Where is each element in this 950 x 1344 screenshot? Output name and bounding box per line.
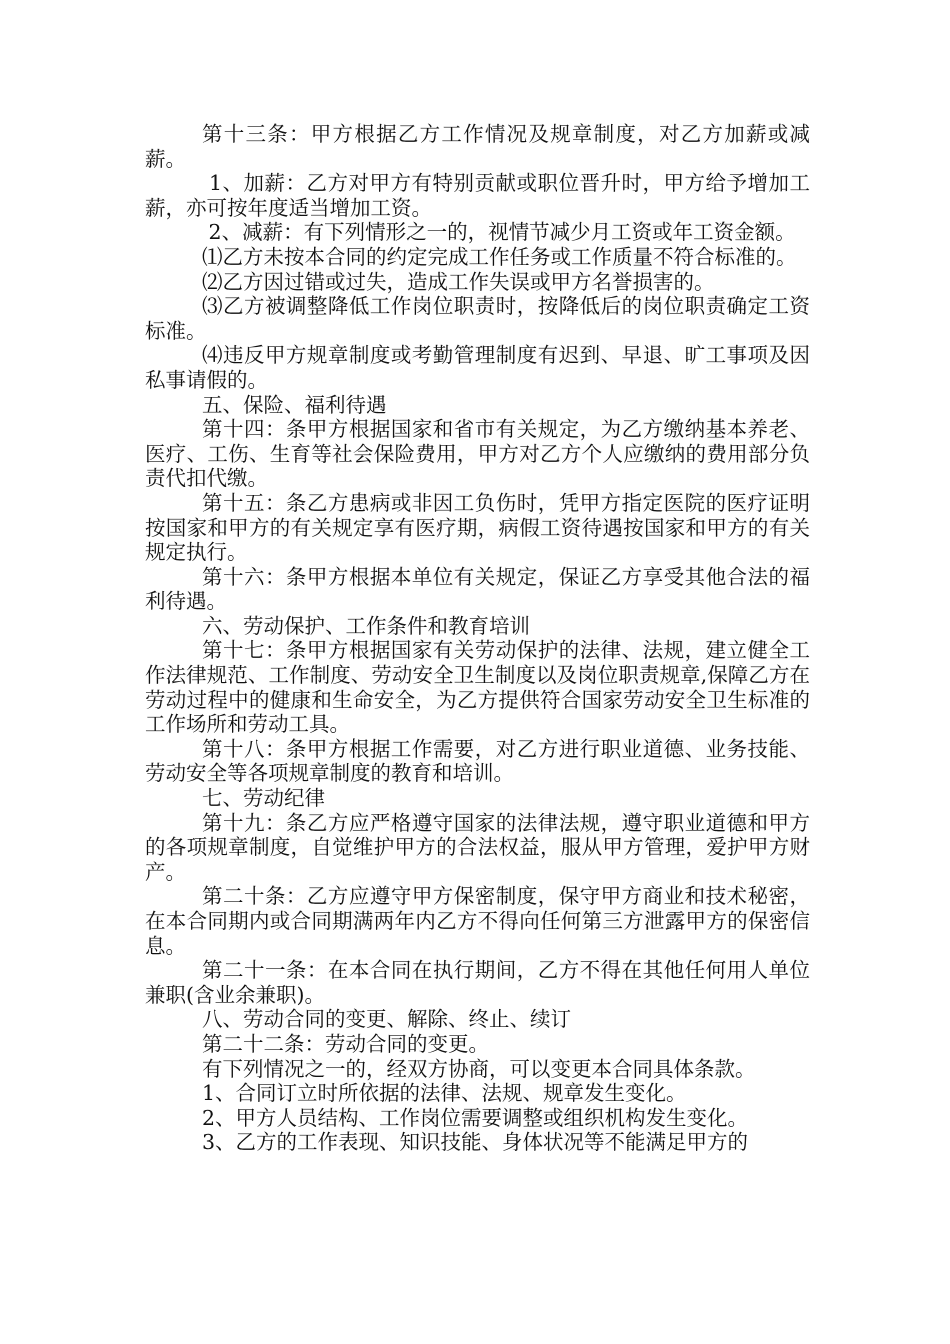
paragraph-reduce-item-2: ⑵乙方因过错或过失，造成工作失误或甲方名誉损害的。	[202, 269, 715, 294]
paragraph-article-14: 第十四：条甲方根据国家和省市有关规定，为乙方缴纳基本养老、医疗、工伤、生育等社会保险费用，甲方对乙方个人应缴纳的费用部分负责代扣代缴。	[145, 417, 810, 491]
paragraph-article-16: 第十六：条甲方根据本单位有关规定，保证乙方享受其他合法的福利待遇。	[145, 564, 810, 614]
section-heading-discipline: 七、劳动纪律	[202, 786, 325, 811]
paragraph-article-13: 第十三条：甲方根据乙方工作情况及规章制度，对乙方加薪或减薪。	[145, 122, 810, 171]
paragraph-change-item-2: 2、甲方人员结构、工作岗位需要调整或组织机构发生变化。	[202, 1105, 749, 1130]
paragraph-article-18: 第十八：条甲方根据工作需要，对乙方进行职业道德、业务技能、劳动安全等各项规章制度的教育和培训。	[145, 736, 810, 786]
paragraph-reduce-item-3: ⑶乙方被调整降低工作岗位职责时，按降低后的岗位职责确定工资标准。	[145, 294, 810, 343]
section-heading-protection: 六、劳动保护、工作条件和教育培训	[202, 613, 530, 638]
paragraph-article-21: 第二十一条：在本合同在执行期间，乙方不得在其他任何用人单位兼职(含业余兼职)。	[145, 958, 810, 1007]
paragraph-raise: 1、加薪：乙方对甲方有特别贡献或职位晋升时，甲方给予增加工薪，亦可按年度适当增加工资。	[145, 171, 810, 220]
section-heading-insurance: 五、保险、福利待遇	[202, 392, 387, 417]
paragraph-change-item-1: 1、合同订立时所依据的法律、法规、规章发生变化。	[202, 1081, 687, 1106]
paragraph-article-20: 第二十条：乙方应遵守甲方保密制度，保守甲方商业和技术秘密，在本合同期内或合同期满两年内乙方不得向任何第三方泄露甲方的保密信息。	[145, 884, 810, 958]
section-heading-contract-change: 八、劳动合同的变更、解除、终止、续订	[202, 1007, 571, 1032]
paragraph-reduce: 2、减薪：有下列情形之一的，视情节减少月工资或年工资金额。	[202, 220, 796, 245]
paragraph-article-19: 第十九：条乙方应严格遵守国家的法律法规，遵守职业道德和甲方的各项规章制度，自觉维护甲方的合法权益，服从甲方管理，爱护甲方财产。	[145, 810, 810, 884]
paragraph-reduce-item-4: ⑷违反甲方规章制度或考勤管理制度有迟到、早退、旷工事项及因私事请假的。	[145, 343, 810, 392]
paragraph-article-22: 第二十二条：劳动合同的变更。	[202, 1031, 489, 1056]
document-page	[145, 122, 810, 1155]
paragraph-change-conditions: 有下列情况之一的，经双方协商，可以变更本合同具体条款。	[202, 1056, 756, 1081]
paragraph-reduce-item-1: ⑴乙方未按本合同的约定完成工作任务或工作质量不符合标准的。	[202, 244, 797, 269]
paragraph-change-item-3: 3、乙方的工作表现、知识技能、身体状况等不能满足甲方的	[202, 1130, 749, 1155]
paragraph-article-17: 第十七：条甲方根据国家有关劳动保护的法律、法规，建立健全工作法律规范、工作制度、劳动安全卫生制度以及岗位职责规章,保障乙方在劳动过程中的健康和生命安全，为乙方提供符合国家劳动安全卫生标准的工作场所和劳动工具。	[145, 638, 810, 737]
paragraph-article-15: 第十五：条乙方患病或非因工负伤时，凭甲方指定医院的医疗证明按国家和甲方的有关规定享有医疗期，病假工资待遇按国家和甲方的有关规定执行。	[145, 490, 810, 565]
